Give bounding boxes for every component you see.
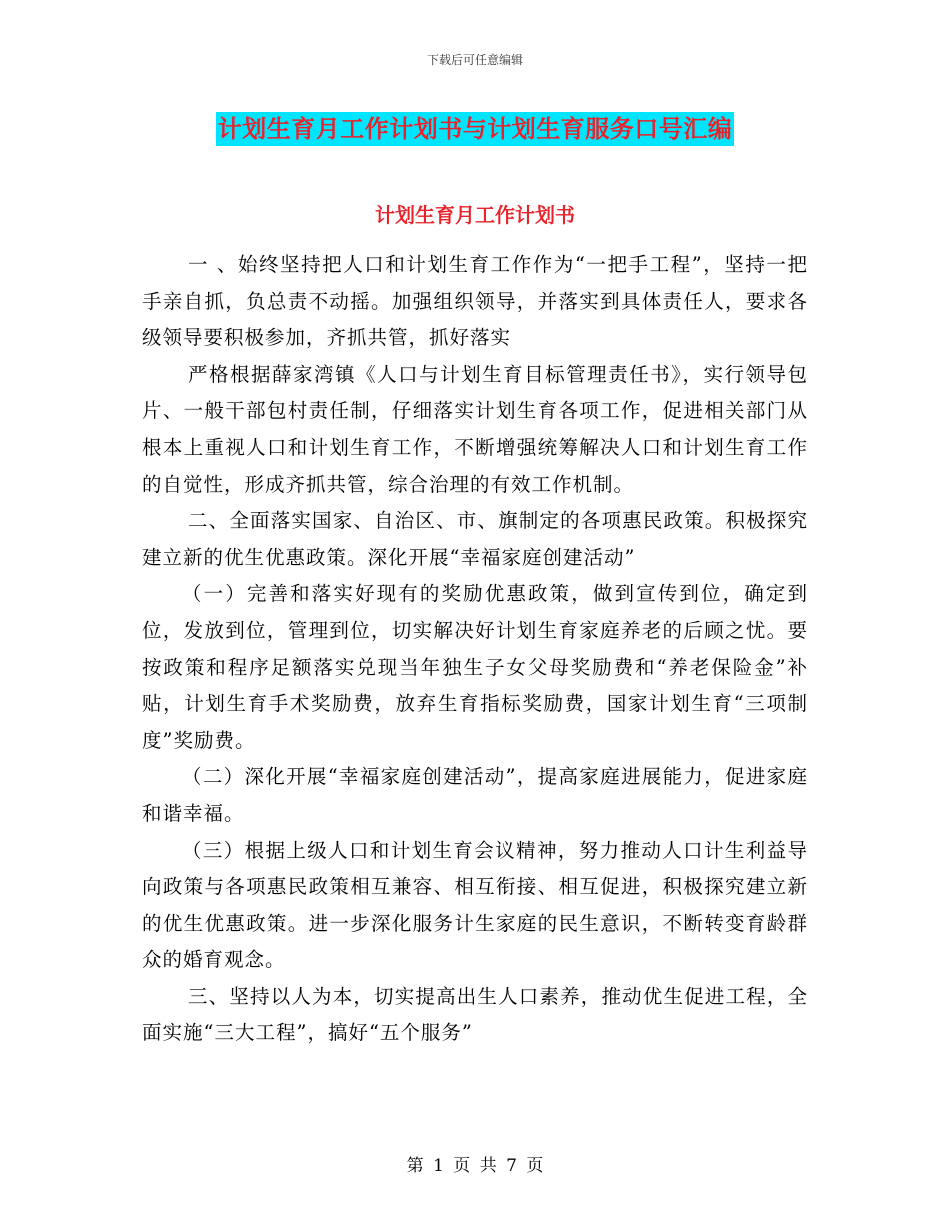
paragraph-2: 严格根据薛家湾镇《人口与计划生育目标管理责任书》，实行领导包片、一般干部包村责任制，仔细落实计划生育各项工作，促进相关部门从根本上重视人口和计划生育工作，不断增强统筹解决人口和计划生育工作的自觉性，形成齐抓共管，综合治理的有效工作机制。 [142, 362, 808, 496]
paragraph-1: 一 、始终坚持把人口和计划生育工作作为“一把手工程”，坚持一把手亲自抓，负总责不动摇。加强组织领导，并落实到具体责任人，要求各级领导要积极参加，齐抓共管，抓好落实 [142, 253, 808, 350]
paragraph-6: （三）根据上级人口和计划生育会议精神，努力推动人口计生利益导向政策与各项惠民政策相互兼容、相互衔接、相互促进，积极探究建立新的优生优惠政策。进一步深化服务计生家庭的民生意识，不断转变育龄群众的婚育观念。 [142, 838, 808, 972]
page-number-footer: 第 1 页 共 7 页 [406, 1156, 544, 1176]
paragraph-3: 二、全面落实国家、自治区、市、旗制定的各项惠民政策。积极探究建立新的优生优惠政策。深化开展“幸福家庭创建活动” [142, 509, 808, 569]
document-title: 计划生育月工作计划书与计划生育服务口号汇编 [216, 112, 735, 146]
document-title-container [0, 112, 950, 146]
page-header-note: 下载后可任意编辑 [426, 53, 523, 67]
document-body [142, 247, 808, 1052]
paragraph-4: （一）完善和落实好现有的奖励优惠政策，做到宣传到位，确定到位，发放到位，管理到位，切实解决好计划生育家庭养老的后顾之忧。要按政策和程序足额落实兑现当年独生子女父母奖励费和“养老保险金”补贴，计划生育手术奖励费，放弃生育指标奖励费，国家计划生育“三项制度”奖励费。 [142, 582, 808, 752]
section-title: 计划生育月工作计划书 [375, 203, 575, 227]
paragraph-5: （二）深化开展“幸福家庭创建活动”，提高家庭进展能力，促进家庭和谐幸福。 [142, 765, 808, 825]
paragraph-7: 三、坚持以人为本，切实提高出生人口素养，推动优生促进工程，全面实施“三大工程”，搞好“五个服务” [142, 984, 808, 1045]
